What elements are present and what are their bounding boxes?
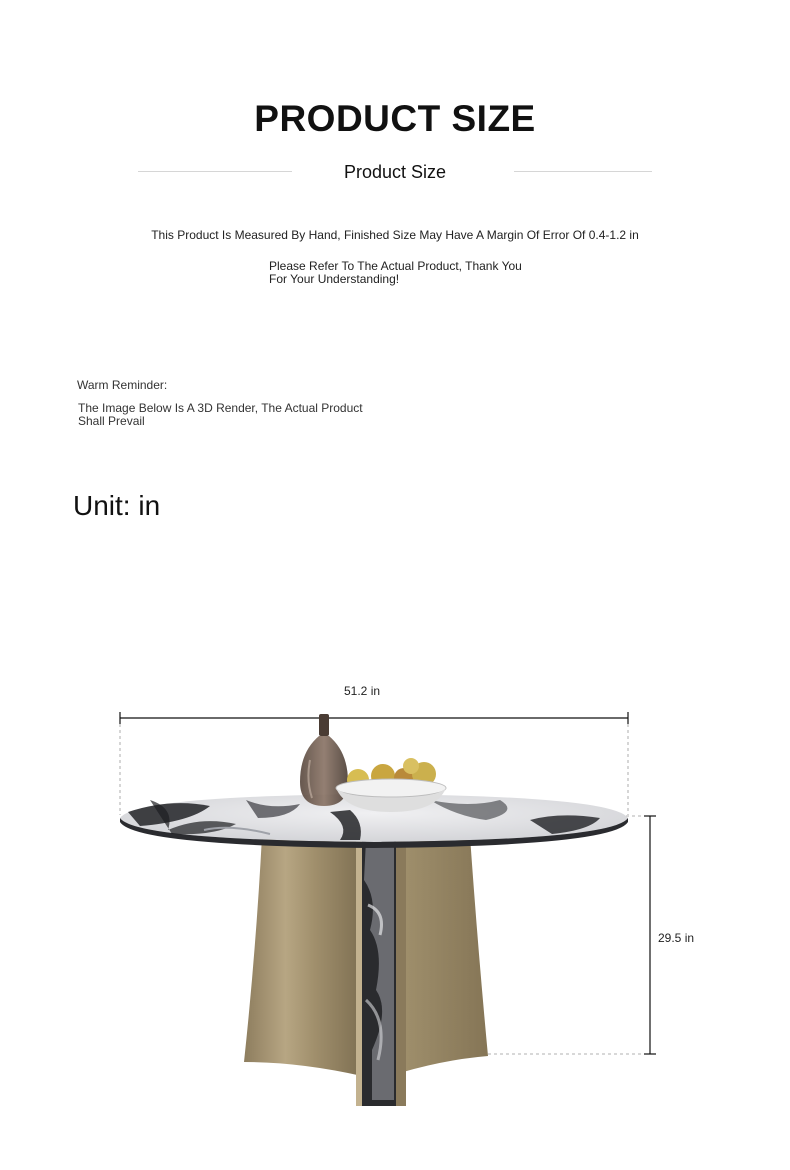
height-dimension-line: [488, 816, 656, 1054]
page-subtitle: Product Size: [343, 162, 447, 182]
warm-reminder-text: The Image Below Is A 3D Render, The Actual Product Shall Prevail: [78, 401, 363, 428]
unit-label: Unit: in: [73, 490, 161, 521]
page-title: PRODUCT SIZE: [254, 98, 536, 139]
refer-note: Please Refer To The Actual Product, Thank You For Your Understanding!: [269, 259, 522, 286]
measurement-note: This Product Is Measured By Hand, Finished Size May Have A Margin Of Error Of 0.4-1.2 in: [151, 228, 639, 242]
table-base: [244, 836, 488, 1106]
width-dimension-label: 51.2 in: [344, 684, 381, 698]
height-dimension-label: 29.5 in: [658, 931, 695, 945]
fruit-bowl-decor: [336, 758, 446, 812]
warm-reminder-label: Warm Reminder:: [77, 378, 168, 392]
